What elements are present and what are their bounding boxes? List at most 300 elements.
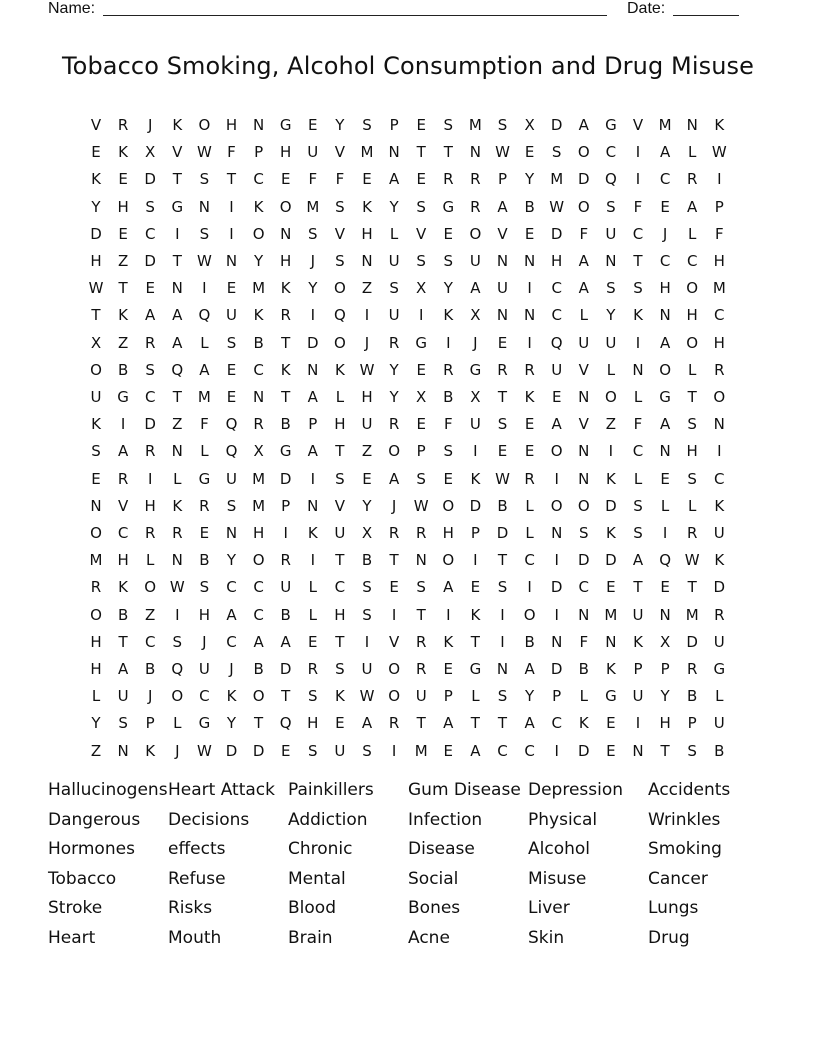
grid-letter[interactable]: T (416, 714, 426, 733)
grid-letter[interactable]: U (632, 605, 644, 624)
grid-letter[interactable]: A (578, 279, 589, 298)
grid-letter[interactable]: E (443, 660, 454, 678)
grid-letter[interactable]: E (443, 224, 454, 243)
grid-letter[interactable]: C (334, 578, 346, 597)
grid-letter[interactable]: A (253, 632, 264, 651)
grid-letter[interactable]: H (198, 605, 211, 624)
grid-letter[interactable]: D (307, 333, 319, 352)
grid-letter[interactable]: K (118, 578, 129, 597)
grid-letter[interactable]: C (144, 632, 156, 651)
grid-letter[interactable]: I (229, 197, 234, 216)
grid-letter[interactable]: K (470, 605, 481, 624)
grid-letter[interactable]: B (714, 741, 725, 760)
grid-letter[interactable]: U (334, 741, 346, 760)
grid-letter[interactable]: A (659, 415, 671, 434)
date-field[interactable] (673, 15, 739, 16)
grid-letter[interactable]: Q (171, 360, 184, 379)
grid-letter[interactable]: M (604, 605, 618, 624)
grid-letter[interactable]: V (334, 224, 346, 243)
grid-letter[interactable]: D (578, 170, 590, 189)
grid-letter[interactable]: W (196, 143, 212, 162)
grid-letter[interactable]: E (524, 224, 535, 243)
grid-letter[interactable]: N (523, 252, 536, 270)
grid-letter[interactable]: O (90, 524, 102, 542)
grid-letter[interactable]: Z (605, 415, 617, 434)
grid-letter[interactable]: L (688, 224, 697, 243)
grid-letter[interactable]: L (525, 496, 534, 515)
grid-letter[interactable]: I (554, 741, 559, 760)
grid-letter[interactable]: E (443, 469, 454, 488)
grid-letter[interactable]: C (632, 224, 644, 243)
grid-letter[interactable]: R (443, 360, 454, 379)
grid-letter[interactable]: T (172, 388, 182, 406)
grid-letter[interactable]: S (172, 632, 183, 651)
grid-letter[interactable]: W (196, 252, 212, 270)
grid-letter[interactable]: A (524, 714, 535, 733)
grid-letter[interactable]: Z (90, 741, 102, 760)
grid-letter[interactable]: E (226, 279, 237, 298)
grid-letter[interactable]: S (362, 605, 372, 624)
grid-letter[interactable]: R (117, 469, 129, 488)
grid-letter[interactable]: X (416, 388, 427, 406)
grid-letter[interactable]: C (253, 360, 264, 379)
grid-letter[interactable]: Q (550, 333, 563, 352)
grid-letter[interactable]: R (443, 170, 454, 189)
grid-letter[interactable]: Z (361, 442, 373, 461)
grid-letter[interactable]: K (524, 388, 535, 406)
grid-letter[interactable]: S (687, 469, 697, 488)
grid-letter[interactable]: G (117, 388, 129, 406)
grid-letter[interactable]: N (171, 551, 183, 570)
grid-letter[interactable]: B (280, 415, 291, 434)
grid-letter[interactable]: E (362, 170, 372, 189)
grid-letter[interactable]: R (199, 496, 210, 515)
grid-letter[interactable]: J (364, 333, 370, 352)
grid-letter[interactable]: C (144, 224, 156, 243)
grid-letter[interactable]: I (391, 741, 397, 760)
grid-letter[interactable]: G (659, 388, 671, 406)
grid-letter[interactable]: C (714, 306, 725, 325)
grid-letter[interactable]: U (280, 578, 292, 597)
grid-letter[interactable]: R (388, 333, 400, 352)
grid-letter[interactable]: N (117, 741, 129, 760)
grid-letter[interactable]: R (144, 442, 156, 461)
grid-letter[interactable]: A (578, 252, 589, 270)
grid-letter[interactable]: N (605, 632, 617, 651)
grid-letter[interactable]: K (253, 306, 264, 325)
grid-letter[interactable]: K (307, 524, 318, 542)
grid-letter[interactable]: T (91, 306, 101, 325)
grid-letter[interactable]: D (550, 660, 563, 678)
grid-letter[interactable]: L (91, 687, 101, 706)
grid-letter[interactable]: O (523, 605, 536, 624)
grid-letter[interactable]: N (90, 496, 102, 515)
grid-letter[interactable]: T (443, 143, 453, 162)
grid-letter[interactable]: F (579, 632, 589, 651)
grid-letter[interactable]: S (91, 442, 101, 461)
grid-letter[interactable]: R (524, 469, 535, 488)
grid-letter[interactable]: U (605, 333, 617, 352)
grid-letter[interactable]: I (175, 224, 180, 243)
grid-letter[interactable]: I (635, 143, 641, 162)
grid-letter[interactable]: E (226, 388, 237, 406)
grid-letter[interactable]: N (469, 143, 481, 162)
grid-letter[interactable]: H (280, 143, 292, 162)
grid-letter[interactable]: T (172, 170, 182, 189)
grid-letter[interactable]: V (172, 143, 183, 162)
grid-letter[interactable]: R (253, 415, 264, 434)
grid-letter[interactable]: O (713, 388, 726, 406)
grid-letter[interactable]: E (551, 388, 562, 406)
grid-letter[interactable]: D (496, 524, 509, 542)
grid-letter[interactable]: C (524, 551, 535, 570)
grid-letter[interactable]: S (145, 360, 155, 379)
grid-letter[interactable]: M (468, 116, 482, 134)
grid-letter[interactable]: O (279, 197, 292, 216)
grid-letter[interactable]: R (388, 415, 400, 434)
grid-letter[interactable]: T (687, 388, 697, 406)
grid-letter[interactable]: Y (226, 551, 237, 570)
grid-letter[interactable]: J (147, 687, 153, 706)
grid-letter[interactable]: G (198, 469, 211, 488)
grid-letter[interactable]: J (310, 252, 316, 270)
grid-letter[interactable]: H (280, 252, 292, 270)
grid-letter[interactable]: S (199, 224, 210, 243)
grid-letter[interactable]: S (579, 524, 589, 542)
grid-letter[interactable]: H (659, 279, 671, 298)
grid-letter[interactable]: F (308, 170, 318, 189)
grid-letter[interactable]: Z (361, 279, 373, 298)
grid-letter[interactable]: R (415, 524, 427, 542)
grid-letter[interactable]: C (551, 279, 562, 298)
grid-letter[interactable]: L (200, 333, 209, 352)
grid-letter[interactable]: K (443, 632, 454, 651)
grid-letter[interactable]: T (281, 333, 291, 352)
grid-letter[interactable]: O (577, 496, 590, 515)
grid-letter[interactable]: O (252, 687, 265, 706)
grid-letter[interactable]: P (552, 687, 562, 706)
grid-letter[interactable]: D (550, 116, 563, 134)
grid-letter[interactable]: N (659, 605, 671, 624)
grid-letter[interactable]: O (604, 388, 617, 406)
grid-letter[interactable]: I (418, 306, 424, 325)
grid-letter[interactable]: M (685, 605, 699, 624)
grid-letter[interactable]: K (633, 306, 643, 325)
grid-letter[interactable]: L (688, 496, 697, 515)
grid-letter[interactable]: G (469, 660, 482, 678)
grid-letter[interactable]: H (225, 116, 238, 134)
grid-letter[interactable]: H (90, 660, 102, 678)
grid-letter[interactable]: K (280, 360, 291, 379)
grid-letter[interactable]: M (89, 551, 103, 570)
grid-letter[interactable]: P (308, 415, 318, 434)
grid-letter[interactable]: O (659, 360, 671, 379)
grid-letter[interactable]: D (605, 496, 617, 515)
grid-letter[interactable]: S (226, 496, 237, 515)
grid-letter[interactable]: I (120, 415, 126, 434)
grid-letter[interactable]: A (551, 415, 562, 434)
grid-letter[interactable]: S (443, 252, 454, 270)
grid-letter[interactable]: B (443, 388, 454, 406)
grid-letter[interactable]: I (554, 469, 559, 488)
grid-letter[interactable]: K (714, 116, 725, 134)
grid-letter[interactable]: S (416, 197, 426, 216)
grid-letter[interactable]: R (388, 714, 400, 733)
grid-letter[interactable]: Y (226, 714, 237, 733)
grid-letter[interactable]: S (606, 197, 616, 216)
grid-letter[interactable]: T (497, 551, 508, 570)
grid-letter[interactable]: F (633, 415, 643, 434)
grid-letter[interactable]: T (497, 714, 508, 733)
grid-letter[interactable]: I (608, 442, 614, 461)
grid-letter[interactable]: E (606, 714, 616, 733)
grid-letter[interactable]: N (659, 442, 671, 461)
grid-letter[interactable]: O (144, 578, 157, 597)
grid-letter[interactable]: K (118, 306, 129, 325)
grid-letter[interactable]: H (90, 632, 102, 651)
grid-letter[interactable]: I (310, 551, 316, 570)
grid-letter[interactable]: A (443, 714, 454, 733)
grid-letter[interactable]: R (686, 660, 698, 678)
grid-letter[interactable]: S (389, 279, 399, 298)
grid-letter[interactable]: G (171, 197, 184, 216)
grid-letter[interactable]: I (554, 551, 559, 570)
grid-letter[interactable]: S (497, 687, 508, 706)
grid-letter[interactable]: L (173, 714, 182, 733)
grid-letter[interactable]: U (713, 714, 725, 733)
grid-letter[interactable]: P (497, 170, 508, 189)
grid-letter[interactable]: I (446, 333, 451, 352)
grid-letter[interactable]: N (171, 279, 183, 298)
grid-letter[interactable]: O (252, 224, 265, 243)
grid-letter[interactable]: L (606, 360, 616, 379)
grid-letter[interactable]: D (144, 170, 156, 189)
grid-letter[interactable]: L (688, 143, 697, 162)
grid-letter[interactable]: L (525, 524, 534, 542)
grid-letter[interactable]: H (361, 224, 373, 243)
grid-letter[interactable]: I (283, 524, 288, 542)
grid-letter[interactable]: A (117, 660, 129, 678)
grid-letter[interactable]: S (145, 197, 155, 216)
name-field[interactable] (103, 15, 607, 16)
grid-letter[interactable]: V (578, 415, 589, 434)
grid-letter[interactable]: O (252, 551, 265, 570)
grid-letter[interactable]: M (252, 496, 266, 515)
grid-letter[interactable]: R (144, 524, 156, 542)
grid-letter[interactable]: N (578, 469, 590, 488)
grid-letter[interactable]: E (389, 578, 399, 597)
grid-letter[interactable]: I (554, 605, 559, 624)
grid-letter[interactable]: Y (362, 496, 372, 515)
grid-letter[interactable]: A (280, 632, 291, 651)
grid-letter[interactable]: T (254, 714, 264, 733)
grid-letter[interactable]: V (334, 496, 346, 515)
grid-letter[interactable]: U (226, 306, 237, 325)
grid-letter[interactable]: G (279, 442, 292, 461)
grid-letter[interactable]: V (388, 632, 400, 651)
grid-letter[interactable]: B (687, 687, 698, 706)
grid-letter[interactable]: K (714, 551, 725, 570)
grid-letter[interactable]: C (659, 170, 671, 189)
grid-letter[interactable]: S (633, 279, 643, 298)
grid-letter[interactable]: Y (389, 360, 399, 379)
grid-letter[interactable]: D (469, 496, 482, 515)
grid-letter[interactable]: V (632, 116, 644, 134)
grid-letter[interactable]: K (334, 360, 345, 379)
grid-letter[interactable]: M (252, 279, 266, 298)
grid-letter[interactable]: X (145, 143, 156, 162)
grid-letter[interactable]: F (443, 415, 453, 434)
grid-letter[interactable]: C (551, 306, 562, 325)
grid-letter[interactable]: X (524, 116, 535, 134)
grid-letter[interactable]: D (605, 551, 617, 570)
grid-letter[interactable]: E (524, 415, 535, 434)
grid-letter[interactable]: K (91, 170, 101, 189)
grid-letter[interactable]: J (147, 116, 153, 134)
grid-letter[interactable]: U (605, 224, 617, 243)
grid-letter[interactable]: R (686, 524, 698, 542)
grid-letter[interactable]: K (578, 714, 589, 733)
grid-letter[interactable]: T (335, 632, 345, 651)
grid-letter[interactable]: F (579, 224, 589, 243)
grid-letter[interactable]: O (442, 496, 455, 515)
grid-letter[interactable]: U (226, 469, 237, 488)
grid-letter[interactable]: S (551, 143, 562, 162)
grid-letter[interactable]: E (470, 578, 481, 597)
grid-letter[interactable]: K (226, 687, 237, 706)
grid-letter[interactable]: O (333, 333, 346, 352)
grid-letter[interactable]: B (117, 360, 129, 379)
grid-letter[interactable]: N (496, 252, 509, 270)
grid-letter[interactable]: N (578, 442, 590, 461)
grid-letter[interactable]: X (659, 632, 671, 651)
grid-letter[interactable]: K (362, 197, 372, 216)
grid-letter[interactable]: C (714, 469, 725, 488)
grid-letter[interactable]: A (524, 660, 535, 678)
grid-letter[interactable]: B (253, 660, 264, 678)
grid-letter[interactable]: S (308, 741, 318, 760)
grid-letter[interactable]: V (416, 224, 427, 243)
grid-letter[interactable]: W (88, 279, 104, 298)
grid-letter[interactable]: S (443, 116, 454, 134)
grid-letter[interactable]: B (253, 333, 264, 352)
grid-letter[interactable]: G (605, 687, 617, 706)
grid-letter[interactable]: V (334, 143, 346, 162)
grid-letter[interactable]: O (90, 360, 102, 379)
grid-letter[interactable]: Q (198, 306, 211, 325)
grid-letter[interactable]: L (146, 551, 155, 570)
grid-letter[interactable]: T (226, 170, 237, 189)
grid-letter[interactable]: A (388, 469, 400, 488)
grid-letter[interactable]: S (335, 660, 345, 678)
grid-letter[interactable]: U (90, 388, 102, 406)
grid-letter[interactable]: H (117, 197, 129, 216)
grid-letter[interactable]: E (416, 116, 426, 134)
grid-letter[interactable]: I (717, 170, 722, 189)
grid-letter[interactable]: B (361, 551, 373, 570)
grid-letter[interactable]: N (578, 605, 590, 624)
grid-letter[interactable]: C (524, 741, 535, 760)
grid-letter[interactable]: C (551, 714, 562, 733)
grid-letter[interactable]: E (308, 116, 318, 134)
grid-letter[interactable]: R (388, 524, 400, 542)
grid-letter[interactable]: N (388, 143, 400, 162)
grid-letter[interactable]: Z (145, 605, 156, 624)
grid-letter[interactable]: N (496, 306, 509, 325)
grid-letter[interactable]: G (442, 197, 455, 216)
grid-letter[interactable]: K (443, 306, 454, 325)
grid-letter[interactable]: V (117, 496, 129, 515)
grid-letter[interactable]: W (196, 741, 212, 760)
grid-letter[interactable]: O (550, 496, 563, 515)
grid-letter[interactable]: P (443, 687, 453, 706)
grid-letter[interactable]: S (118, 714, 128, 733)
grid-letter[interactable]: E (308, 632, 318, 651)
grid-letter[interactable]: V (497, 224, 508, 243)
grid-letter[interactable]: C (253, 170, 264, 189)
grid-letter[interactable]: E (497, 333, 508, 352)
grid-letter[interactable]: R (307, 660, 319, 678)
grid-letter[interactable]: T (335, 551, 345, 570)
grid-letter[interactable]: U (578, 333, 590, 352)
grid-letter[interactable]: T (118, 279, 128, 298)
grid-letter[interactable]: E (335, 714, 345, 733)
grid-letter[interactable]: S (416, 578, 426, 597)
grid-letter[interactable]: P (254, 143, 264, 162)
grid-letter[interactable]: B (524, 632, 535, 651)
grid-letter[interactable]: R (415, 660, 427, 678)
grid-letter[interactable]: S (335, 252, 345, 270)
grid-letter[interactable]: C (686, 252, 698, 270)
grid-letter[interactable]: O (442, 551, 455, 570)
grid-letter[interactable]: Y (389, 197, 399, 216)
grid-letter[interactable]: N (198, 197, 210, 216)
grid-letter[interactable]: R (714, 605, 725, 624)
grid-letter[interactable]: A (497, 197, 508, 216)
grid-letter[interactable]: L (308, 605, 317, 624)
grid-letter[interactable]: W (495, 469, 510, 488)
grid-letter[interactable]: A (226, 605, 237, 624)
grid-letter[interactable]: E (416, 170, 426, 189)
grid-letter[interactable]: Y (389, 388, 399, 406)
grid-letter[interactable]: A (687, 197, 698, 216)
grid-letter[interactable]: O (333, 279, 346, 298)
grid-letter[interactable]: X (470, 388, 481, 406)
grid-letter[interactable]: E (91, 143, 101, 162)
grid-letter[interactable]: F (227, 143, 236, 162)
grid-letter[interactable]: C (253, 605, 264, 624)
grid-letter[interactable]: E (118, 224, 128, 243)
grid-letter[interactable]: O (550, 442, 563, 461)
grid-letter[interactable]: A (145, 306, 156, 325)
grid-letter[interactable]: Q (225, 415, 238, 434)
grid-letter[interactable]: S (199, 170, 210, 189)
grid-letter[interactable]: U (361, 415, 373, 434)
grid-letter[interactable]: N (496, 660, 509, 678)
grid-letter[interactable]: E (660, 197, 670, 216)
grid-letter[interactable]: K (605, 524, 616, 542)
grid-letter[interactable]: J (473, 333, 478, 352)
grid-letter[interactable]: U (334, 524, 346, 542)
grid-letter[interactable]: L (633, 469, 643, 488)
grid-letter[interactable]: M (414, 741, 428, 760)
grid-letter[interactable]: O (388, 660, 400, 678)
grid-letter[interactable]: F (633, 197, 643, 216)
grid-letter[interactable]: R (686, 170, 698, 189)
grid-letter[interactable]: O (577, 197, 590, 216)
grid-letter[interactable]: C (226, 632, 237, 651)
grid-letter[interactable]: B (280, 605, 291, 624)
